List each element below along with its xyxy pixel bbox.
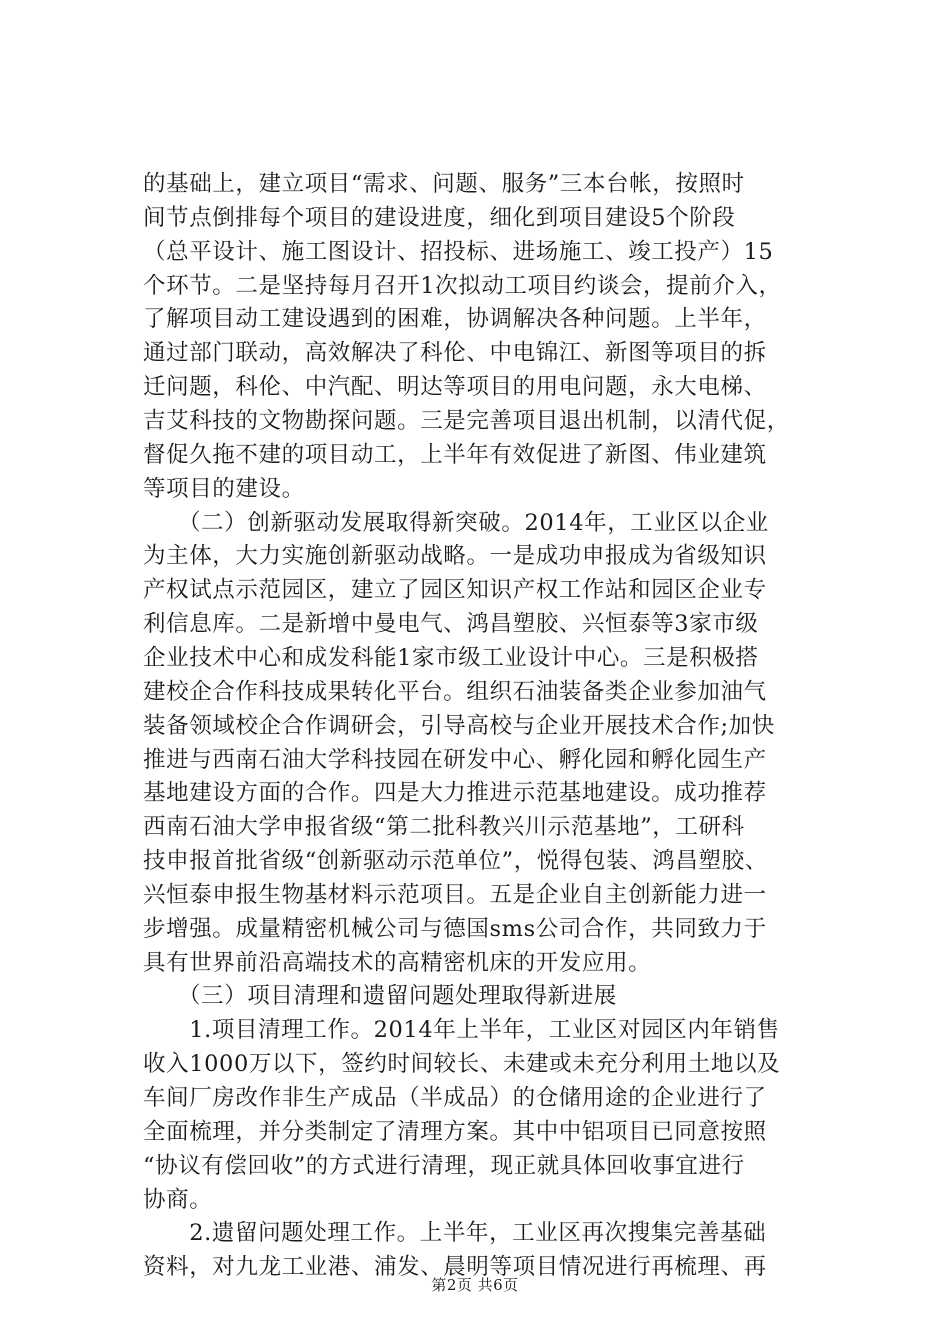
text-line: 具有世界前沿高端技术的高精密机床的开发应用。 xyxy=(143,949,652,976)
text-line: 企业技术中心和成发科能1家市级工业设计中心。三是积极搭 xyxy=(143,644,759,671)
text-line: 兴恒泰申报生物基材料示范项目。五是企业自主创新能力进一 xyxy=(143,881,767,908)
text-line: 了解项目动工建设遇到的困难，协调解决各种问题。上半年， xyxy=(143,306,767,333)
text-line: 1.项目清理工作。2014年上半年，工业区对园区内年销售 xyxy=(143,1017,780,1044)
text-line: 督促久拖不建的项目动工，上半年有效促进了新图、伟业建筑 xyxy=(143,441,767,468)
text-line: 技申报首批省级“创新驱动示范单位”，悦得包装、鸿昌塑胶、 xyxy=(143,848,768,874)
text-line: 间节点倒排每个项目的建设进度，细化到项目建设5个阶段 xyxy=(143,204,736,231)
text-line: 协商。 xyxy=(143,1186,213,1213)
text-line: 为主体，大力实施创新驱动战略。一是成功申报成为省级知识 xyxy=(143,543,767,570)
text-line: 产权试点示范园区，建立了园区知识产权工作站和园区企业专 xyxy=(143,577,767,604)
text-line: 迁问题，科伦、中汽配、明达等项目的用电问题，永大电梯、 xyxy=(143,374,767,401)
text-line: 个环节。二是坚持每月召开1次拟动工项目约谈会，提前介入， xyxy=(143,272,782,299)
text-line: 2.遗留问题处理工作。上半年，工业区再次搜集完善基础 xyxy=(143,1220,767,1247)
text-line: 西南石油大学申报省级“第二批科教兴川示范基地”，工研科 xyxy=(143,814,745,841)
text-line: 车间厂房改作非生产成品（半成品）的仓储用途的企业进行了 xyxy=(143,1085,767,1111)
text-line: 建校企合作科技成果转化平台。组织石油装备类企业参加油气 xyxy=(143,678,767,705)
text-line: （总平设计、施工图设计、招投标、进场施工、竣工投产）15 xyxy=(143,238,774,265)
text-line: 基地建设方面的合作。四是大力推进示范基地建设。成功推荐 xyxy=(143,780,767,807)
text-line: 收入1000万以下，签约时间较长、未建或未充分利用土地以及 xyxy=(143,1051,781,1078)
text-line: （三）项目清理和遗留问题处理取得新进展 xyxy=(143,983,617,1010)
text-line: 通过部门联动，高效解决了科伦、中电锦江、新图等项目的拆 xyxy=(143,340,767,367)
text-line: 步增强。成量精密机械公司与德国sms公司合作，共同致力于 xyxy=(143,915,767,942)
text-line: 吉艾科技的文物勘探问题。三是完善项目退出机制，以清代促， xyxy=(143,408,790,434)
text-line: 装备领域校企合作调研会，引导高校与企业开展技术合作;加快 xyxy=(143,712,775,739)
text-line: 的基础上，建立项目“需求、问题、服务”三本台帐，按照时 xyxy=(143,171,745,197)
text-line: 全面梳理，并分类制定了清理方案。其中中铝项目已同意按照 xyxy=(143,1118,767,1145)
text-line: 资料，对九龙工业港、浦发、晨明等项目情况进行再梳理、再 xyxy=(143,1254,767,1281)
text-line: 利信息库。二是新增中曼电气、鸿昌塑胶、兴恒泰等3家市级 xyxy=(143,611,759,637)
text-line: （二）创新驱动发展取得新突破。2014年，工业区以企业 xyxy=(143,509,769,536)
text-line: “协议有偿回收”的方式进行清理，现正就具体回收事宜进行 xyxy=(143,1152,745,1179)
text-line: 推进与西南石油大学科技园在研发中心、孵化园和孵化园生产 xyxy=(143,746,767,773)
page-footer: 第2页 共6页 xyxy=(431,1276,519,1294)
text-line: 等项目的建设。 xyxy=(143,475,305,502)
